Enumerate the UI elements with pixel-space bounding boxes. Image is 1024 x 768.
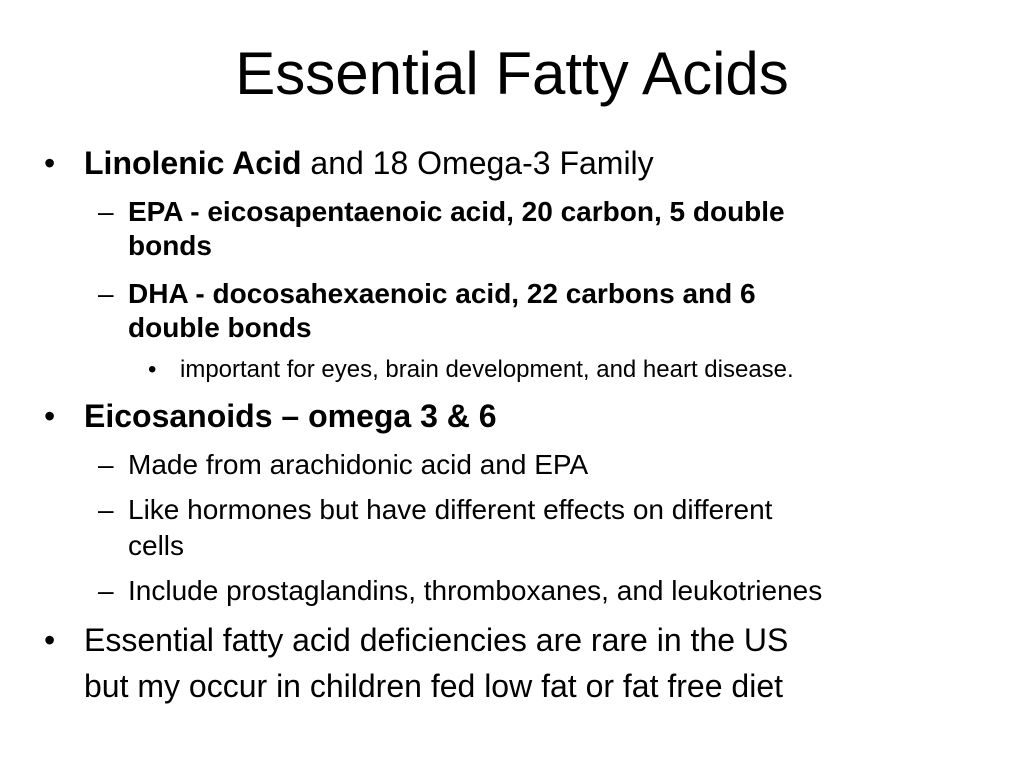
dash-icon: –: [98, 494, 114, 525]
bullet-linolenic-acid: [84, 145, 654, 182]
bullet-deficiencies-line1: Essential fatty acid deficiencies are rare in the US: [84, 622, 789, 658]
sub-bullet-made-from: Made from arachidonic acid and EPA: [128, 449, 589, 480]
dash-icon: –: [98, 449, 114, 480]
slide-title: Essential Fatty Acids: [235, 40, 789, 107]
sub-bullet-dha-line2: double bonds: [128, 312, 312, 343]
sub-bullet-epa-line1: EPA - eicosapentaenoic acid, 20 carbon, 5 double: [128, 196, 785, 227]
bullet-icon: •: [44, 145, 56, 181]
bullet-eicosanoids: Eicosanoids – omega 3 & 6: [84, 398, 497, 434]
dash-icon: –: [98, 196, 114, 227]
bullet-icon: •: [44, 622, 56, 658]
bullet-bold-text: Linolenic Acid: [84, 145, 302, 181]
bullet-text: and 18 Omega-3 Family: [301, 145, 654, 181]
dash-icon: –: [98, 575, 114, 606]
sub-bullet-like-hormones-line1: Like hormones but have different effects on different: [128, 494, 773, 525]
dash-icon: –: [98, 278, 114, 309]
bullet-icon: •: [44, 398, 56, 434]
bullet-deficiencies-line2: but my occur in children fed low fat or fat free diet: [84, 668, 783, 704]
sub-bullet-include: Include prostaglandins, thromboxanes, and leukotrienes: [128, 575, 823, 606]
bullet-icon: •: [148, 356, 157, 383]
sub-bullet-like-hormones-line2: cells: [128, 530, 185, 561]
sub-bullet-dha-line1: DHA - docosahexaenoic acid, 22 carbons and 6: [128, 278, 756, 309]
sub-bullet-epa-line2: bonds: [128, 230, 212, 261]
sub-sub-bullet-importance: important for eyes, brain development, and heart disease.: [180, 356, 794, 383]
